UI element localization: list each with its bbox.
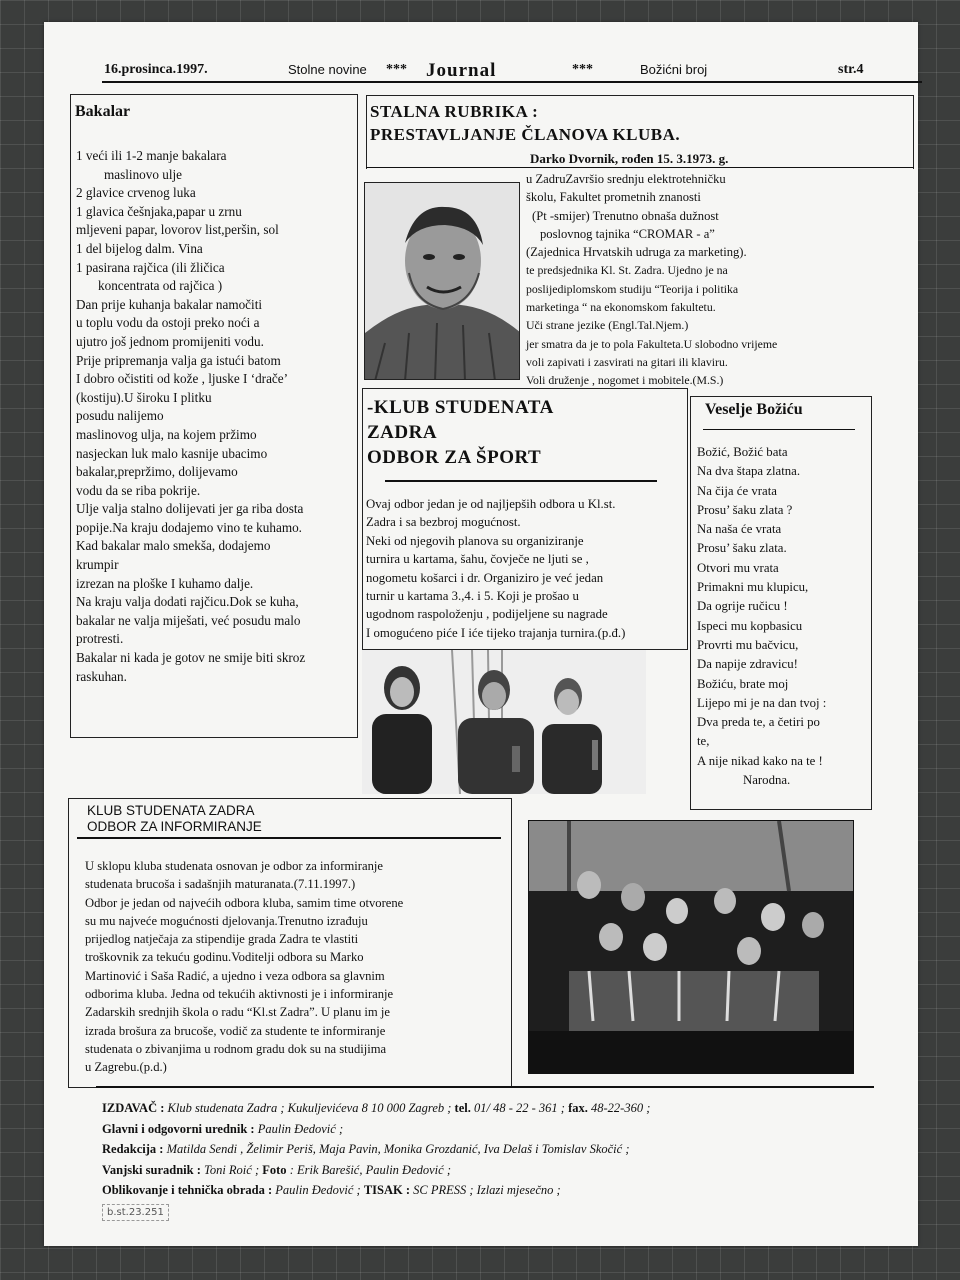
info-line: Odbor je jedan od najvećih odbora kluba, samim time otvorene — [85, 895, 404, 910]
footer-photo: : Erik Barešić, Paulin Đedović ; — [286, 1162, 451, 1177]
poem-line: A nije nikad kako na te ! — [697, 753, 823, 768]
recipe-line: 1 del bijelog dalm. Vina — [76, 240, 203, 256]
recipe-line: 1 veći ili 1-2 manje bakalara — [76, 148, 227, 163]
sport-photo-illustration — [362, 650, 646, 794]
sport-title-rule — [385, 480, 657, 482]
footer-credits — [102, 1098, 892, 1201]
recipe-line: I dobro očistiti od kože , ljuske I ‘drače’ — [76, 371, 289, 387]
sport-text — [366, 495, 684, 642]
recipe-line: protresti. — [76, 631, 124, 647]
member-byline: Darko Dvornik, rođen 15. 3.1973. g. — [530, 151, 729, 166]
poem-line: Božiću, brate moj — [697, 676, 789, 691]
poem-title: Veselje Božiću — [705, 401, 803, 418]
sport-line: nogometu košarci i dr. Organiziro je već jedan — [366, 570, 604, 585]
footer-print-label: TISAK : — [363, 1183, 411, 1197]
poem-source: Narodna. — [743, 773, 791, 788]
recipe-line: 1 pasirana rajčica (ili žličica — [76, 259, 225, 275]
sport-line: ugodnom raspoloženju , podijeljene su nagrade — [366, 607, 608, 622]
poem-line: Dva preda te, a četiri po — [697, 715, 820, 730]
poem-line: Na dva štapa zlatna. — [697, 464, 801, 479]
info-line: prijedlog natječaja za stipendije grada Zadra te vlastiti — [85, 932, 359, 947]
recipe-line: koncentrata od rajčica ) — [98, 278, 223, 294]
recipe-box — [70, 94, 358, 738]
recipe-line: Kad bakalar malo smekša, dodajemo — [76, 538, 271, 554]
poem-line: Lijepo mi je na dan tvoj : — [697, 695, 827, 710]
poem-line: Prosu’ šaku zlata. — [697, 541, 787, 556]
header-stars-right: *** — [572, 62, 593, 77]
recipe-line: 2 glavice crvenog luka — [76, 185, 196, 201]
info-line: odborima kluba. Jedna od tekućih aktivnosti je i informiranje — [85, 987, 394, 1002]
info-title-line2: ODBOR ZA INFORMIRANJE — [87, 819, 262, 834]
recipe-line: Prije pripremanja valja ga istući batom — [76, 352, 281, 368]
footer-design-label: Oblikovanje i tehnička obrada : — [102, 1183, 273, 1197]
recipe-line: posudu nalijemo — [76, 408, 164, 424]
info-line: Martinović i Saša Radić, a ujedno i veza odbora sa glavnim — [85, 968, 385, 983]
poem-text — [697, 443, 871, 790]
footer-editor: Paulin Đedović ; — [254, 1121, 344, 1136]
member-title-line1: STALNA RUBRIKA : — [370, 102, 539, 121]
footer-editor-label: Glavni i odgovorni urednik : — [102, 1121, 255, 1136]
info-box — [68, 798, 512, 1088]
recipe-text — [76, 147, 356, 686]
member-line: poslijediplomskom studiju “Teorija i politika — [526, 281, 739, 296]
poem-title-rule — [703, 429, 855, 430]
recipe-line: mljeveni papar, lovorov list,peršin, sol — [76, 222, 279, 238]
poem-line: Božić, Božić bata — [697, 445, 788, 459]
newspaper-page — [44, 22, 918, 1246]
poem-line: Prosu’ šaku zlata ? — [697, 502, 793, 517]
poem-line: Provrti mu bačvicu, — [697, 637, 799, 652]
sport-title-line2: ZADRA — [367, 422, 438, 443]
poem-line: Na naša će vrata — [697, 522, 782, 537]
info-photo-illustration — [529, 821, 854, 1074]
info-line: izrada brošura za brucoše, vodič za studente te informiranje — [85, 1023, 386, 1038]
footer-fax-label: fax. — [568, 1101, 588, 1115]
footer-tel: 01/ 48 - 22 - 361 ; — [470, 1101, 569, 1115]
member-line: Uči strane jezike (Engl.Tal.Njem.) — [526, 318, 689, 333]
paper-name: Stolne novine — [288, 62, 367, 77]
member-title-line2: PRESTAVLJANJE ČLANOVA KLUBA. — [370, 125, 681, 144]
member-line: Voli druženje , nogomet i mobitele.(M.S.) — [526, 373, 724, 388]
portrait-illustration — [365, 183, 520, 380]
sport-title-line1: -KLUB STUDENATA — [367, 397, 554, 418]
library-stamp: b.st.23.251 — [102, 1204, 169, 1221]
footer-publisher-label: IZDAVAČ : — [102, 1101, 165, 1115]
footer-publisher-line — [102, 1098, 892, 1119]
member-line: jer smatra da je to pola Fakulteta.U slobodno vrijeme — [526, 336, 778, 351]
recipe-line: popije.Na kraju dodajemo vino te kuhamo. — [76, 519, 302, 535]
sport-box — [362, 388, 688, 650]
info-line: su mu najveće mogućnosti djelovanja.Trenutno izrađuju — [85, 913, 368, 928]
member-header-rule — [366, 167, 914, 168]
member-line: u ZadruZavršio srednju elektrotehničku — [526, 172, 726, 186]
footer-print: SC PRESS ; Izlazi mjesečno ; — [410, 1183, 561, 1197]
recipe-line: izrezan na ploške I kuhamo dalje. — [76, 575, 254, 591]
poem-line: Ispeci mu kopbasicu — [697, 618, 803, 633]
poem-box — [690, 396, 872, 810]
member-line: (Zajednica Hrvatskih udruga za marketing). — [526, 245, 747, 260]
info-text — [85, 857, 509, 1077]
member-line: te predsjednika Kl. St. Zadra. Ujedno je na — [526, 263, 728, 278]
footer-publisher: Klub studenata Zadra ; Kukuljevićeva 8 10 000 Zagreb ; — [164, 1101, 455, 1115]
page-number: str.4 — [838, 62, 864, 77]
footer-photo-label: Foto — [262, 1162, 287, 1177]
recipe-line: vodu da se riba pokrije. — [76, 482, 201, 498]
recipe-line: Bakalar ni kada je gotov ne smije biti skroz — [76, 650, 306, 666]
sport-line: turnir u kartama 3.,4. i 5. Koji je prošao u — [366, 589, 579, 604]
footer-contributor: Toni Roić ; — [200, 1162, 263, 1177]
footer-design-line — [102, 1180, 892, 1201]
sport-line: Zadra i sa bezbroj mogućnost. — [366, 515, 521, 530]
info-line: U sklopu kluba studenata osnovan je odbor za informiranje — [85, 859, 383, 873]
sport-line: Ovaj odbor jedan je od najljepših odbora u Kl.st. — [366, 497, 616, 511]
member-line: poslovnog tajnika “CROMAR - a” — [540, 226, 715, 241]
member-line: voli zapivati i zasvirati na gitari ili klaviru. — [526, 354, 728, 369]
footer-staff-line — [102, 1139, 892, 1160]
poem-line: te, — [697, 734, 710, 749]
poem-line: Primakni mu klupicu, — [697, 580, 809, 595]
recipe-line: Dan prije kuhanja bakalar namočiti — [76, 296, 263, 312]
info-line: troškovnik za tekuću godinu.Voditelji odbora su Marko — [85, 950, 364, 965]
footer-staff: Matilda Sendi , Želimir Periš, Maja Pavin, Monika Grozdanić, Iva Delaš i Tomislav Skočić ; — [163, 1142, 630, 1156]
recipe-line: Ulje valja stalno dolijevati jer ga riba dosta — [76, 501, 304, 517]
recipe-line: maslinovog ulja, na kojem pržimo — [76, 426, 257, 442]
sport-title-line3: ODBOR ZA ŠPORT — [367, 447, 542, 468]
sport-line: I omogućeno piće I iće tijeko trajanja turnira.(p.đ.) — [366, 625, 626, 640]
masthead-title: Journal — [426, 60, 497, 81]
recipe-line: krumpir — [76, 557, 119, 573]
sport-title — [367, 395, 554, 470]
info-title-rule — [77, 837, 501, 839]
header-rule — [102, 81, 922, 83]
info-line: u Zagrebu.(p.d.) — [85, 1060, 167, 1075]
footer-design: Paulin Đedović ; — [272, 1183, 364, 1197]
member-header-box — [366, 95, 914, 169]
footer-rule — [96, 1086, 874, 1088]
info-group-photo — [528, 820, 854, 1074]
poem-line: Otvori mu vrata — [697, 560, 779, 575]
member-line: školu, Fakultet prometnih znanosti — [526, 190, 701, 205]
info-title — [87, 803, 262, 835]
info-line: Zadarskih srednjih škola o radu “Kl.st Zadra”. U planu im je — [85, 1005, 390, 1020]
header-stars-left: *** — [386, 62, 407, 77]
footer-editor-line — [102, 1119, 892, 1140]
recipe-line: u toplu vodu da ostoji preko noći a — [76, 315, 260, 331]
footer-contributor-label: Vanjski suradnik : — [102, 1162, 201, 1177]
issue-name: Božićni broj — [640, 62, 708, 77]
recipe-title: Bakalar — [75, 103, 131, 120]
info-line: studenata brucoša i sadašnjih maturanata.(7.11.1997.) — [85, 877, 356, 892]
member-line: marketinga “ na ekonomskom fakultetu. — [526, 300, 716, 315]
sport-line: turnira u kartama, šahu, čovječe ne ljuti se , — [366, 552, 589, 567]
recipe-line: Na kraju valja dodati rajčicu.Dok se kuha, — [76, 594, 299, 610]
member-text — [526, 170, 926, 390]
poem-line: Da ogrije ručicu ! — [697, 599, 788, 614]
info-title-line1: KLUB STUDENATA ZADRA — [87, 803, 255, 818]
footer-fax: 48-22-360 ; — [587, 1101, 651, 1115]
info-line: studenata o zbivanjima u rodnom gradu dok su na studijima — [85, 1041, 387, 1056]
footer-staff-label: Redakcija : — [102, 1142, 164, 1156]
recipe-line: nasjeckan luk malo kasnije ubacimo — [76, 445, 268, 461]
footer-contributor-line — [102, 1160, 892, 1181]
poem-line: Na čija će vrata — [697, 483, 777, 498]
poem-line: Da napije zdravicu! — [697, 657, 798, 672]
recipe-line: ujutro još jednom promijeniti vodu. — [76, 333, 264, 349]
recipe-line: 1 glavica češnjaka,papar u zrnu — [76, 203, 242, 219]
sport-line: Neki od njegovih planova su organiziranje — [366, 533, 584, 548]
recipe-line: (kostiju).U široku I plitku — [76, 389, 212, 405]
footer-tel-label: tel. — [454, 1101, 471, 1115]
recipe-line: bakalar,prepržimo, dolijevamo — [76, 464, 238, 480]
member-portrait-photo — [364, 182, 520, 380]
issue-date: 16.prosinca.1997. — [104, 62, 208, 77]
recipe-line: bakalar ne valja miješati, već posudu malo — [76, 612, 301, 628]
recipe-line: raskuhan. — [76, 668, 127, 684]
sport-group-photo — [362, 650, 646, 794]
member-line: (Pt -smijer) Trenutno obnaša dužnost — [532, 208, 719, 223]
recipe-line: maslinovo ulje — [104, 166, 183, 182]
